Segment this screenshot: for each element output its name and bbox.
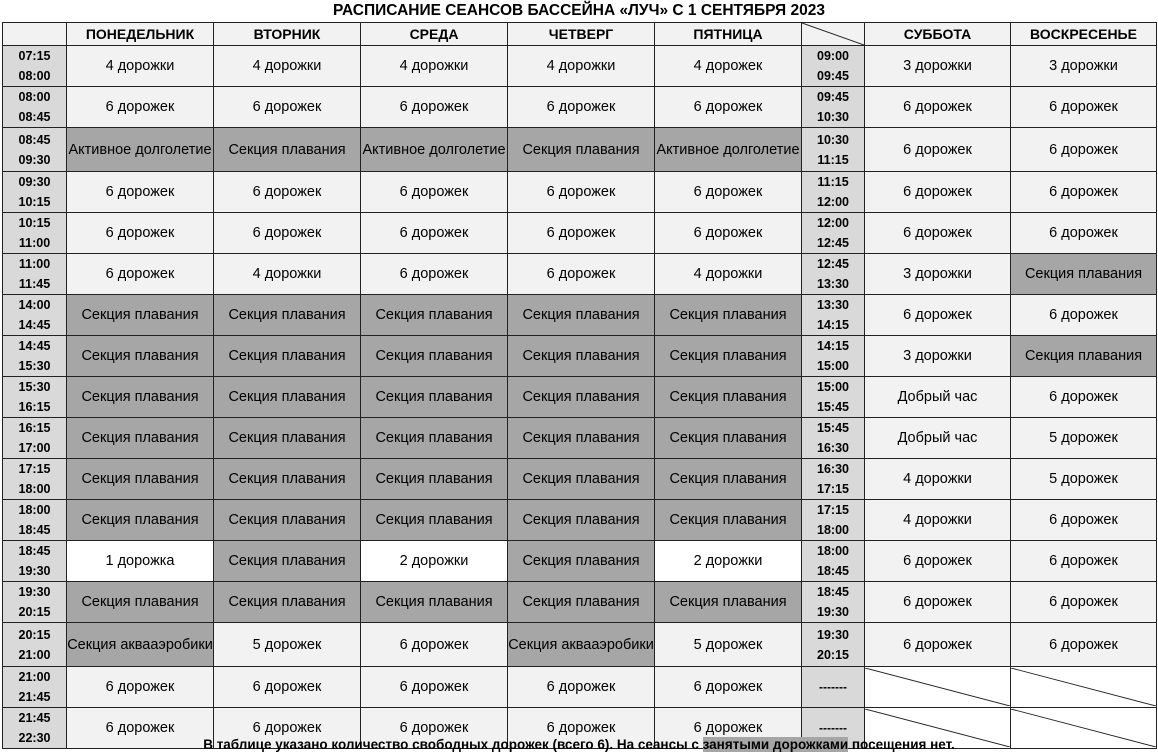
schedule-row: [3, 46, 1157, 87]
page-title: РАСПИСАНИЕ СЕАНСОВ БАССЕЙНА «ЛУЧ» С 1 СЕНТЯБРЯ 2023: [333, 2, 825, 19]
weekday-session-cell: 6 дорожек: [508, 667, 655, 708]
time-end: 08:00: [18, 69, 51, 83]
time-start: 09:00: [817, 49, 849, 63]
schedule-row: [3, 459, 1157, 500]
weekday-session-cell: 4 дорожки: [67, 46, 214, 87]
time-start: 21:00: [18, 670, 51, 684]
weekday-session-cell: 6 дорожек: [361, 87, 508, 128]
header-wednesday: СРЕДА: [361, 23, 508, 46]
weekday-session-cell: Секция плавания: [361, 336, 508, 377]
weekend-session-cell: 6 дорожек: [1011, 582, 1157, 623]
schedule-row: [3, 623, 1157, 667]
weekday-session-cell: Секция плавания: [67, 582, 214, 623]
weekday-session-cell: Секция плавания: [655, 500, 802, 541]
weekend-session-cell: 6 дорожек: [865, 582, 1011, 623]
time-end: 12:45: [817, 236, 849, 250]
weekend-session-cell: 6 дорожек: [1011, 500, 1157, 541]
empty-crossed-cell: [1011, 667, 1157, 708]
weekend-time-placeholder: -------: [802, 667, 865, 708]
weekday-session-cell: 6 дорожек: [214, 87, 361, 128]
weekday-session-cell: Секция аквааэробики: [508, 623, 655, 667]
time-end: 22:30: [18, 731, 51, 745]
diagonal-line: [865, 668, 1010, 706]
weekday-session-cell: 1 дорожка: [67, 541, 214, 582]
weekend-session-cell: 6 дорожек: [865, 172, 1011, 213]
weekend-time-cell: [802, 377, 865, 418]
weekday-session-cell: 4 дорожек: [655, 46, 802, 87]
time-start: 15:45: [817, 421, 849, 435]
time-end: 09:30: [18, 152, 51, 167]
weekday-session-cell: 6 дорожек: [655, 667, 802, 708]
weekday-session-cell: 6 дорожек: [361, 708, 508, 749]
weekday-session-cell: 6 дорожек: [361, 623, 508, 667]
schedule-row: [3, 172, 1157, 213]
weekday-time-cell: [3, 46, 67, 87]
time-end: 17:15: [817, 482, 849, 496]
weekday-session-cell: Активное долголетие: [361, 128, 508, 172]
time-start: 18:45: [18, 544, 51, 558]
time-start: 15:00: [817, 380, 849, 394]
weekend-time-cell: [802, 336, 865, 377]
time-end: 19:30: [18, 564, 51, 578]
weekday-time-cell: [3, 418, 67, 459]
time-start: 09:45: [817, 90, 849, 104]
time-end: 08:45: [18, 110, 51, 124]
weekday-session-cell: Секция плавания: [361, 418, 508, 459]
time-end: 14:15: [817, 318, 849, 332]
time-end: 11:00: [18, 236, 51, 250]
weekday-session-cell: Секция плавания: [361, 500, 508, 541]
weekday-session-cell: Секция плавания: [508, 336, 655, 377]
time-start: 13:30: [817, 298, 849, 312]
time-end: 12:00: [817, 195, 849, 209]
weekday-session-cell: 5 дорожек: [214, 623, 361, 667]
weekday-time-cell: [3, 377, 67, 418]
schedule-row: [3, 500, 1157, 541]
weekend-time-cell: [802, 295, 865, 336]
weekend-session-cell: 6 дорожек: [1011, 377, 1157, 418]
weekday-session-cell: Секция плавания: [361, 459, 508, 500]
time-end: 19:30: [817, 605, 849, 619]
weekday-session-cell: 2 дорожки: [361, 541, 508, 582]
weekday-session-cell: Секция плавания: [655, 459, 802, 500]
weekday-session-cell: Секция плавания: [67, 377, 214, 418]
weekday-session-cell: Секция плавания: [214, 500, 361, 541]
schedule-row: [3, 418, 1157, 459]
weekday-session-cell: 6 дорожек: [214, 667, 361, 708]
weekend-time-cell: [802, 459, 865, 500]
footer-text-pre: В таблице указано количество свободных дорожек (всего 6). На сеансы с: [203, 737, 703, 752]
time-start: 17:15: [817, 503, 849, 517]
schedule-row: [3, 295, 1157, 336]
weekend-session-cell: Секция плавания: [1011, 336, 1157, 377]
time-end: 15:30: [18, 359, 51, 373]
weekend-session-cell: 6 дорожек: [1011, 541, 1157, 582]
weekday-session-cell: 6 дорожек: [67, 172, 214, 213]
time-start: 18:45: [817, 585, 849, 599]
weekday-session-cell: 4 дорожки: [214, 254, 361, 295]
time-end: 18:00: [18, 482, 51, 496]
weekend-time-cell: [802, 87, 865, 128]
weekend-session-cell: 4 дорожки: [865, 500, 1011, 541]
schedule-row: [3, 254, 1157, 295]
weekend-session-cell: 5 дорожек: [1011, 459, 1157, 500]
weekday-session-cell: 5 дорожек: [655, 623, 802, 667]
weekday-session-cell: Секция плавания: [67, 418, 214, 459]
time-start: 18:00: [817, 544, 849, 558]
weekday-session-cell: 6 дорожек: [508, 708, 655, 749]
schedule-row: [3, 128, 1157, 172]
weekday-session-cell: 6 дорожек: [67, 213, 214, 254]
schedule-row: [3, 541, 1157, 582]
header-corner: [3, 23, 67, 46]
weekday-session-cell: 6 дорожек: [67, 667, 214, 708]
weekend-session-cell: 6 дорожек: [1011, 87, 1157, 128]
weekday-session-cell: Секция плавания: [508, 377, 655, 418]
weekend-session-cell: 3 дорожки: [1011, 46, 1157, 87]
weekday-session-cell: Секция плавания: [655, 295, 802, 336]
weekday-session-cell: 6 дорожек: [361, 213, 508, 254]
weekday-time-cell: [3, 336, 67, 377]
weekend-time-placeholder: -------: [802, 708, 865, 749]
time-end: 15:45: [817, 400, 849, 414]
time-start: 19:30: [18, 585, 51, 599]
time-end: 10:15: [18, 195, 51, 209]
weekday-session-cell: Секция плавания: [361, 377, 508, 418]
weekday-session-cell: Секция плавания: [67, 500, 214, 541]
weekday-session-cell: Секция плавания: [214, 541, 361, 582]
schedule-table: [2, 22, 1157, 749]
time-start: 11:00: [18, 257, 51, 271]
weekday-time-cell: [3, 541, 67, 582]
weekday-session-cell: 6 дорожек: [67, 254, 214, 295]
header-sunday: ВОСКРЕСЕНЬЕ: [1011, 23, 1157, 46]
weekend-session-cell: 6 дорожек: [1011, 295, 1157, 336]
weekday-session-cell: 6 дорожек: [67, 708, 214, 749]
weekday-session-cell: Активное долголетие: [67, 128, 214, 172]
weekday-session-cell: 4 дорожки: [361, 46, 508, 87]
weekday-session-cell: 6 дорожек: [655, 708, 802, 749]
weekend-time-cell: [802, 500, 865, 541]
weekday-session-cell: 6 дорожек: [361, 254, 508, 295]
weekday-session-cell: 6 дорожек: [508, 254, 655, 295]
weekday-time-cell: [3, 623, 67, 667]
schedule-row: [3, 87, 1157, 128]
time-end: 16:30: [817, 441, 849, 455]
weekend-time-cell: [802, 128, 865, 172]
weekend-session-cell: 6 дорожек: [1011, 623, 1157, 667]
weekday-time-cell: [3, 172, 67, 213]
time-end: 15:00: [817, 359, 849, 373]
time-start: 10:30: [817, 132, 849, 147]
time-start: 16:15: [18, 421, 51, 435]
schedule-row: [3, 667, 1157, 708]
weekday-time-cell: [3, 582, 67, 623]
weekday-session-cell: Секция плавания: [67, 295, 214, 336]
weekday-time-cell: [3, 667, 67, 708]
weekend-time-cell: [802, 46, 865, 87]
weekday-session-cell: 6 дорожек: [361, 667, 508, 708]
weekday-time-cell: [3, 500, 67, 541]
weekday-session-cell: Секция плавания: [214, 295, 361, 336]
time-start: 12:00: [817, 216, 849, 230]
diagonal-line: [802, 23, 864, 45]
time-start: 09:30: [18, 175, 51, 189]
schedule-row: [3, 336, 1157, 377]
schedule-row: [3, 582, 1157, 623]
time-start: 16:30: [817, 462, 849, 476]
time-end: 21:00: [18, 647, 51, 662]
weekday-session-cell: 4 дорожки: [214, 46, 361, 87]
header-monday: ПОНЕДЕЛЬНИК: [67, 23, 214, 46]
time-end: 13:30: [817, 277, 849, 291]
weekday-session-cell: 6 дорожек: [361, 172, 508, 213]
weekend-session-cell: 5 дорожек: [1011, 418, 1157, 459]
weekend-time-cell: [802, 418, 865, 459]
header-thursday: ЧЕТВЕРГ: [508, 23, 655, 46]
weekday-session-cell: 6 дорожек: [508, 213, 655, 254]
weekday-session-cell: Секция плавания: [214, 418, 361, 459]
time-start: 19:30: [817, 627, 849, 642]
weekday-session-cell: Секция плавания: [361, 582, 508, 623]
weekend-session-cell: 3 дорожки: [865, 336, 1011, 377]
weekday-session-cell: 6 дорожек: [214, 172, 361, 213]
weekday-session-cell: 6 дорожек: [508, 172, 655, 213]
weekday-time-cell: [3, 87, 67, 128]
time-start: 14:00: [18, 298, 51, 312]
weekend-session-cell: 3 дорожки: [865, 46, 1011, 87]
weekday-session-cell: 4 дорожки: [508, 46, 655, 87]
weekday-session-cell: Секция аквааэробики: [67, 623, 214, 667]
weekday-session-cell: Секция плавания: [655, 418, 802, 459]
weekday-session-cell: Активное долголетие: [655, 128, 802, 172]
weekend-session-cell: 6 дорожек: [1011, 128, 1157, 172]
footer-text-post: посещения нет.: [848, 737, 955, 752]
time-end: 11:45: [18, 277, 51, 291]
time-end: 14:45: [18, 318, 51, 332]
weekend-time-cell: [802, 254, 865, 295]
time-start: 14:15: [817, 339, 849, 353]
schedule-row: [3, 213, 1157, 254]
weekday-session-cell: 6 дорожек: [655, 213, 802, 254]
weekday-session-cell: 2 дорожки: [655, 541, 802, 582]
weekend-session-cell: 3 дорожки: [865, 254, 1011, 295]
weekend-session-cell: 6 дорожек: [1011, 172, 1157, 213]
weekday-time-cell: [3, 295, 67, 336]
time-start: 17:15: [18, 462, 51, 476]
weekend-session-cell: 6 дорожек: [1011, 213, 1157, 254]
header-saturday: СУББОТА: [865, 23, 1011, 46]
weekend-session-cell: Добрый час: [865, 418, 1011, 459]
diagonal-line: [1011, 668, 1156, 706]
weekday-session-cell: Секция плавания: [214, 377, 361, 418]
time-end: 21:45: [18, 690, 51, 704]
header-row: [3, 23, 1157, 46]
weekday-session-cell: Секция плавания: [67, 336, 214, 377]
footer-highlight: занятыми дорожками: [702, 737, 849, 752]
header-weekend-time: [802, 23, 865, 46]
weekday-session-cell: Секция плавания: [655, 377, 802, 418]
time-end: 11:15: [817, 152, 849, 167]
weekday-session-cell: Секция плавания: [508, 459, 655, 500]
time-end: 20:15: [18, 605, 51, 619]
weekend-time-cell: [802, 213, 865, 254]
time-start: 08:45: [18, 132, 51, 147]
empty-crossed-cell: [865, 667, 1011, 708]
weekday-session-cell: 6 дорожек: [67, 87, 214, 128]
weekday-session-cell: Секция плавания: [508, 541, 655, 582]
weekend-session-cell: Добрый час: [865, 377, 1011, 418]
weekday-session-cell: 6 дорожек: [214, 708, 361, 749]
weekday-session-cell: Секция плавания: [655, 336, 802, 377]
time-start: 18:00: [18, 503, 51, 517]
time-start: 10:15: [18, 216, 51, 230]
weekend-time-cell: [802, 623, 865, 667]
header-friday: ПЯТНИЦА: [655, 23, 802, 46]
time-start: 12:45: [817, 257, 849, 271]
weekday-session-cell: Секция плавания: [361, 295, 508, 336]
time-start: 14:45: [18, 339, 51, 353]
footer-note: [0, 736, 1158, 754]
weekday-session-cell: Секция плавания: [214, 336, 361, 377]
weekday-session-cell: Секция плавания: [508, 500, 655, 541]
weekday-time-cell: [3, 459, 67, 500]
time-end: 20:15: [817, 647, 849, 662]
weekday-session-cell: Секция плавания: [655, 582, 802, 623]
time-start: 07:15: [18, 49, 51, 63]
time-end: 17:00: [18, 441, 51, 455]
weekend-session-cell: 6 дорожек: [865, 128, 1011, 172]
weekend-time-cell: [802, 172, 865, 213]
weekday-session-cell: Секция плавания: [67, 459, 214, 500]
header-tuesday: ВТОРНИК: [214, 23, 361, 46]
weekend-session-cell: Секция плавания: [1011, 254, 1157, 295]
weekend-session-cell: 6 дорожек: [865, 213, 1011, 254]
time-end: 10:30: [817, 110, 849, 124]
weekday-session-cell: 6 дорожек: [655, 172, 802, 213]
time-start: 15:30: [18, 380, 51, 394]
weekday-session-cell: 6 дорожек: [214, 213, 361, 254]
weekend-session-cell: 6 дорожек: [865, 623, 1011, 667]
weekday-session-cell: Секция плавания: [508, 418, 655, 459]
weekday-session-cell: Секция плавания: [214, 459, 361, 500]
weekend-time-cell: [802, 541, 865, 582]
time-start: 11:15: [817, 175, 849, 189]
weekend-session-cell: 6 дорожек: [865, 295, 1011, 336]
weekday-session-cell: Секция плавания: [214, 582, 361, 623]
weekend-session-cell: 6 дорожек: [865, 87, 1011, 128]
weekday-time-cell: [3, 254, 67, 295]
weekday-session-cell: 6 дорожек: [508, 87, 655, 128]
time-end: 16:15: [18, 400, 51, 414]
weekday-session-cell: Секция плавания: [214, 128, 361, 172]
weekday-session-cell: Секция плавания: [508, 128, 655, 172]
time-end: 18:00: [817, 523, 849, 537]
time-start: 21:45: [18, 711, 51, 725]
time-start: 08:00: [18, 90, 51, 104]
schedule-row: [3, 377, 1157, 418]
weekday-session-cell: Секция плавания: [508, 295, 655, 336]
weekend-session-cell: 4 дорожки: [865, 459, 1011, 500]
time-end: 09:45: [817, 69, 849, 83]
time-start: 20:15: [18, 627, 51, 642]
weekday-time-cell: [3, 128, 67, 172]
weekend-time-cell: [802, 582, 865, 623]
weekday-session-cell: 6 дорожек: [655, 87, 802, 128]
weekday-session-cell: Секция плавания: [508, 582, 655, 623]
weekday-session-cell: 4 дорожки: [655, 254, 802, 295]
time-end: 18:45: [817, 564, 849, 578]
weekend-session-cell: 6 дорожек: [865, 541, 1011, 582]
time-end: 18:45: [18, 523, 51, 537]
weekday-time-cell: [3, 213, 67, 254]
